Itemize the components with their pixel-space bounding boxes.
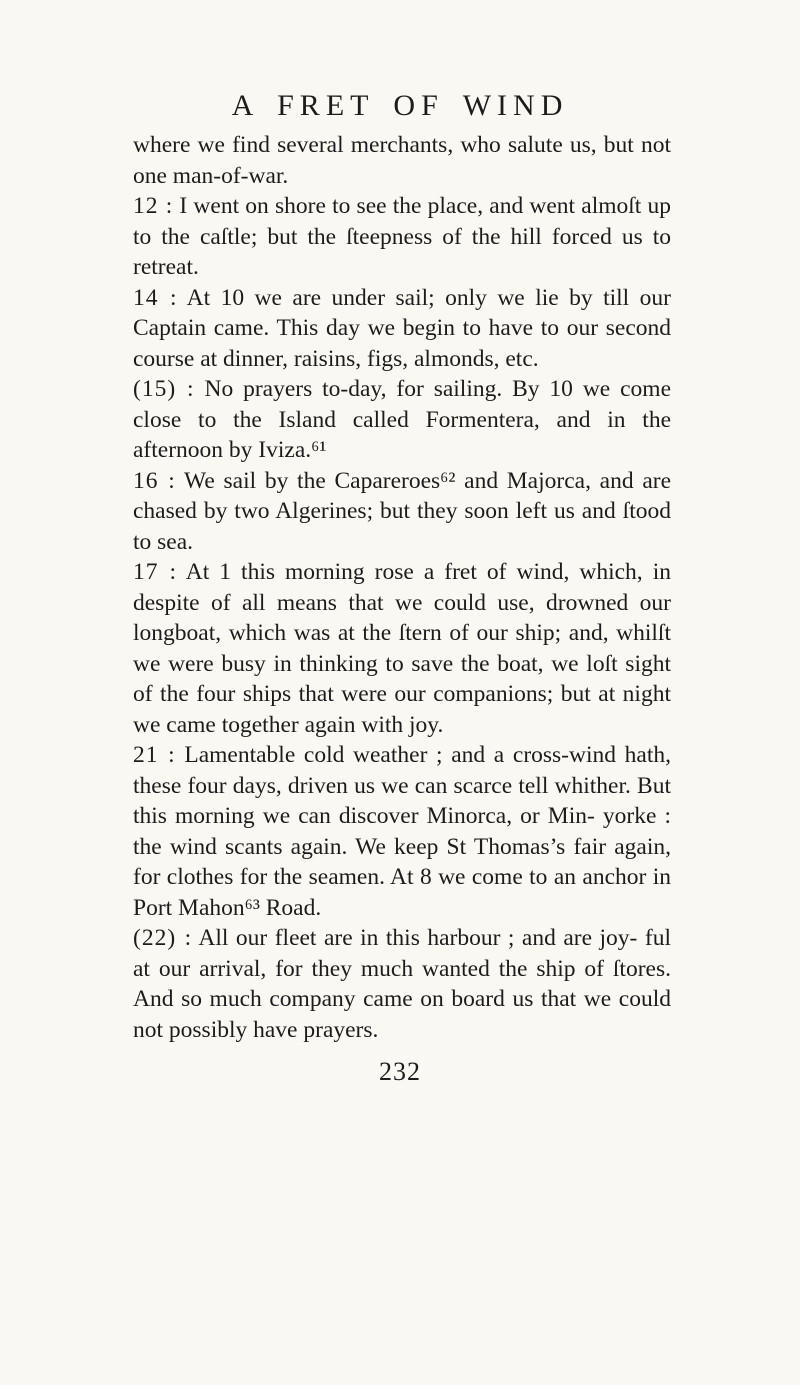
paragraph bbox=[133, 130, 671, 191]
entry-date: 12 : bbox=[133, 193, 174, 219]
paragraph bbox=[133, 283, 671, 375]
entry-date: (15) : bbox=[133, 376, 195, 402]
entry-text: I went on shore to see the place, and went almoſt up to the caſtle; but the ſteepness of the hill forced us to retreat. bbox=[133, 193, 672, 280]
paragraph bbox=[133, 191, 671, 283]
paragraph bbox=[133, 557, 671, 740]
entry-date: 14 : bbox=[133, 284, 178, 311]
entry-text: No prayers to-day, for sailing. By 10 we come close to the Island called Formentera, and in the afternoon by Iviza.⁶¹ bbox=[133, 376, 671, 463]
entry-text: At 10 we are under sail; only we lie by till our Captain came. This day we begin to have to our second course at dinner, raisins, figs, almonds, etc. bbox=[133, 284, 671, 372]
entry-date: (22) : bbox=[133, 925, 193, 951]
entry-text: where we find several merchants, who salute us, but not one man-of-war. bbox=[133, 132, 671, 189]
body-text bbox=[133, 130, 671, 1045]
page-number: 232 bbox=[379, 1057, 421, 1086]
entry-date: 16 : bbox=[133, 467, 176, 494]
paragraph bbox=[133, 374, 671, 466]
entry-text: All our fleet are in this harbour ; and are joy- ful at our arrival, for they much wanted the ship of ſtores. And so much company came on board us that we could not possibly have prayers. bbox=[133, 925, 671, 1043]
entry-text: We sail by the Capareroes⁶² and Majorca, and are chased by two Algerines; but they soon left us and ſtood to sea. bbox=[133, 467, 672, 555]
entry-date: 17 : bbox=[133, 559, 178, 585]
paragraph bbox=[133, 923, 671, 1045]
running-head: A FRET OF WIND bbox=[231, 89, 569, 122]
paragraph bbox=[133, 466, 671, 558]
entry-text: At 1 this morning rose a fret of wind, which, in despite of all means that we could use, drowned our longboat, which was at the ſtern of our ship; and, whilſt we were busy in thinking to save the boat, we loſt sight of the four ships that were our companions; but at night we came together again with joy. bbox=[133, 559, 671, 738]
entry-text: Lamentable cold weather ; and a cross-wind hath, these four days, driven us we can scarce tell whither. But this morning we can discover Minorca, or Min- yorke : the wind scants again. We keep St Thomas’s fair again, for clothes for the seamen. At 8 we come to an anchor in Port Mahon⁶³ Road. bbox=[133, 742, 671, 921]
paragraph bbox=[133, 740, 671, 923]
entry-date: 21 : bbox=[133, 742, 176, 768]
